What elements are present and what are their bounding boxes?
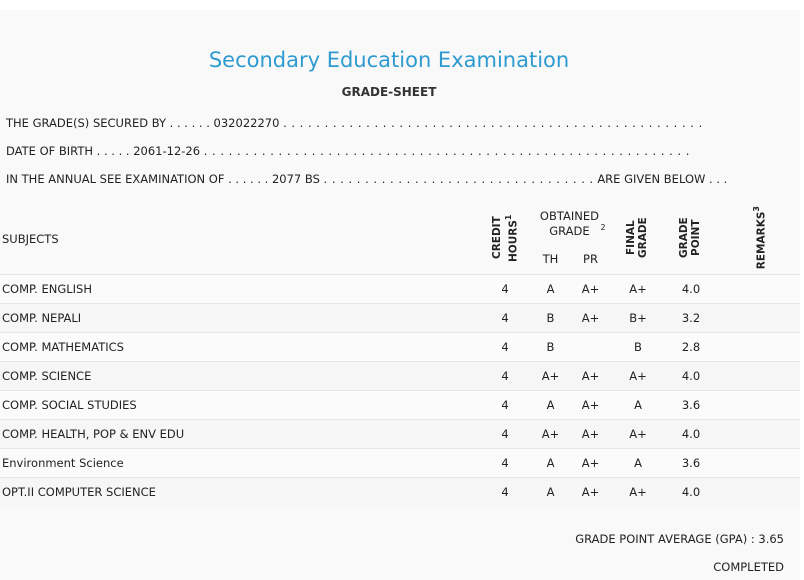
date-of-birth: 2061-12-26 (133, 144, 201, 158)
sheet-subtitle: GRADE-SHEET (341, 85, 437, 99)
exam-title: Secondary Education Examination (208, 48, 570, 72)
secured-by-label: THE GRADE(S) SECURED BY . . . . . . (6, 116, 210, 130)
final-grade-cell: A+ (612, 420, 664, 449)
table-row (0, 420, 800, 449)
table-row (0, 391, 800, 420)
table-row (0, 304, 800, 333)
subject-cell: COMP. ENGLISH (0, 275, 478, 304)
exam-line (6, 172, 727, 186)
pr-grade-cell: A+ (569, 362, 612, 391)
final-grade-header (612, 204, 664, 275)
credit-cell: 4 (478, 478, 532, 507)
grade-point-cell: 4.0 (664, 362, 718, 391)
final-grade-cell: A (612, 391, 664, 420)
remarks-cell (718, 391, 800, 420)
remarks-header (718, 204, 800, 275)
secured-by-line (6, 116, 703, 130)
grade-point-cell: 3.6 (664, 449, 718, 478)
subject-cell: COMP. SOCIAL STUDIES (0, 391, 478, 420)
dob-line (6, 144, 690, 158)
subjects-header: SUBJECTS (2, 232, 59, 246)
pr-grade-cell: A+ (569, 420, 612, 449)
th-grade-cell: A (532, 449, 569, 478)
th-grade-cell: A (532, 275, 569, 304)
pr-grade-cell: A+ (569, 449, 612, 478)
given-below: ARE GIVEN BELOW . . . (597, 172, 728, 186)
subject-cell: OPT.II COMPUTER SCIENCE (0, 478, 478, 507)
grade-point-cell: 4.0 (664, 275, 718, 304)
gpa-summary: GRADE POINT AVERAGE (GPA) : 3.65 (575, 532, 784, 546)
grade-point-label: GRADE POINT (678, 217, 702, 258)
dob-label: DATE OF BIRTH . . . . . (6, 144, 130, 158)
credit-cell: 4 (478, 420, 532, 449)
remarks-cell (718, 304, 800, 333)
credit-cell: 4 (478, 391, 532, 420)
subject-cell: Environment Science (0, 449, 478, 478)
remarks-label: REMARKS (755, 211, 768, 270)
grade-point-cell: 2.8 (664, 333, 718, 362)
grade-sheet (0, 10, 800, 580)
grade-point-cell: 3.2 (664, 304, 718, 333)
remarks-cell (718, 362, 800, 391)
table-row (0, 449, 800, 478)
subject-cell: COMP. MATHEMATICS (0, 333, 478, 362)
pr-grade-cell: A+ (569, 275, 612, 304)
exam-trail: . . . . . . . . . . . . . . . . . . . . . . . . . . . . . . . . . (323, 172, 594, 186)
credit-cell: 4 (478, 449, 532, 478)
pr-grade-cell (569, 333, 612, 362)
exam-label: IN THE ANNUAL SEE EXAMINATION OF . . . . . . (6, 172, 269, 186)
pr-grade-cell: A+ (569, 304, 612, 333)
final-grade-cell: A+ (612, 478, 664, 507)
table-row (0, 478, 800, 507)
th-grade-cell: A+ (532, 420, 569, 449)
exam-year: 2077 BS (271, 172, 320, 186)
pr-grade-cell: A+ (569, 478, 612, 507)
credit-cell: 4 (478, 275, 532, 304)
final-grade-cell: B+ (612, 304, 664, 333)
credit-sup: 1 (503, 213, 513, 220)
remarks-sup: 3 (751, 205, 761, 212)
obtained-sup: 2 (600, 223, 606, 233)
obtained-grade-header (532, 204, 612, 244)
th-grade-cell: B (532, 304, 569, 333)
final-grade-label: FINAL GRADE (625, 217, 649, 258)
th-grade-cell: A (532, 391, 569, 420)
final-grade-cell: B (612, 333, 664, 362)
remarks-cell (718, 275, 800, 304)
grades-table (0, 204, 800, 507)
remarks-cell (718, 420, 800, 449)
remarks-cell (718, 478, 800, 507)
credit-cell: 4 (478, 362, 532, 391)
credit-hours-header (478, 204, 532, 275)
pr-header: PR (583, 252, 598, 266)
credit-cell: 4 (478, 304, 532, 333)
grade-point-cell: 4.0 (664, 478, 718, 507)
th-grade-cell: A+ (532, 362, 569, 391)
th-header: TH (542, 252, 559, 266)
th-grade-cell: B (532, 333, 569, 362)
final-grade-cell: A+ (612, 362, 664, 391)
table-row (0, 362, 800, 391)
subject-cell: COMP. NEPALI (0, 304, 478, 333)
grade-point-cell: 3.6 (664, 391, 718, 420)
obtained-grade-label: OBTAINED GRADE (539, 209, 599, 238)
pr-grade-cell: A+ (569, 391, 612, 420)
result-status: COMPLETED (713, 560, 784, 574)
grade-point-cell: 4.0 (664, 420, 718, 449)
credit-cell: 4 (478, 333, 532, 362)
remarks-cell (718, 333, 800, 362)
final-grade-cell: A+ (612, 275, 664, 304)
subject-cell: COMP. SCIENCE (0, 362, 478, 391)
credit-hours-label: CREDIT HOURS (490, 216, 520, 262)
symbol-number: 032022270 (213, 116, 280, 130)
subject-cell: COMP. HEALTH, POP & ENV EDU (0, 420, 478, 449)
table-row (0, 275, 800, 304)
table-row (0, 333, 800, 362)
th-grade-cell: A (532, 478, 569, 507)
grade-point-header (664, 204, 718, 275)
dob-trail: . . . . . . . . . . . . . . . . . . . . . . . . . . . . . . . . . . . . . . . . . . . . . . . . . . . . . . . . . . . (203, 144, 690, 158)
secured-by-trail: . . . . . . . . . . . . . . . . . . . . . . . . . . . . . . . . . . . . . . . . . . . . . . . . . . . (283, 116, 703, 130)
final-grade-cell: A (612, 449, 664, 478)
remarks-cell (718, 449, 800, 478)
